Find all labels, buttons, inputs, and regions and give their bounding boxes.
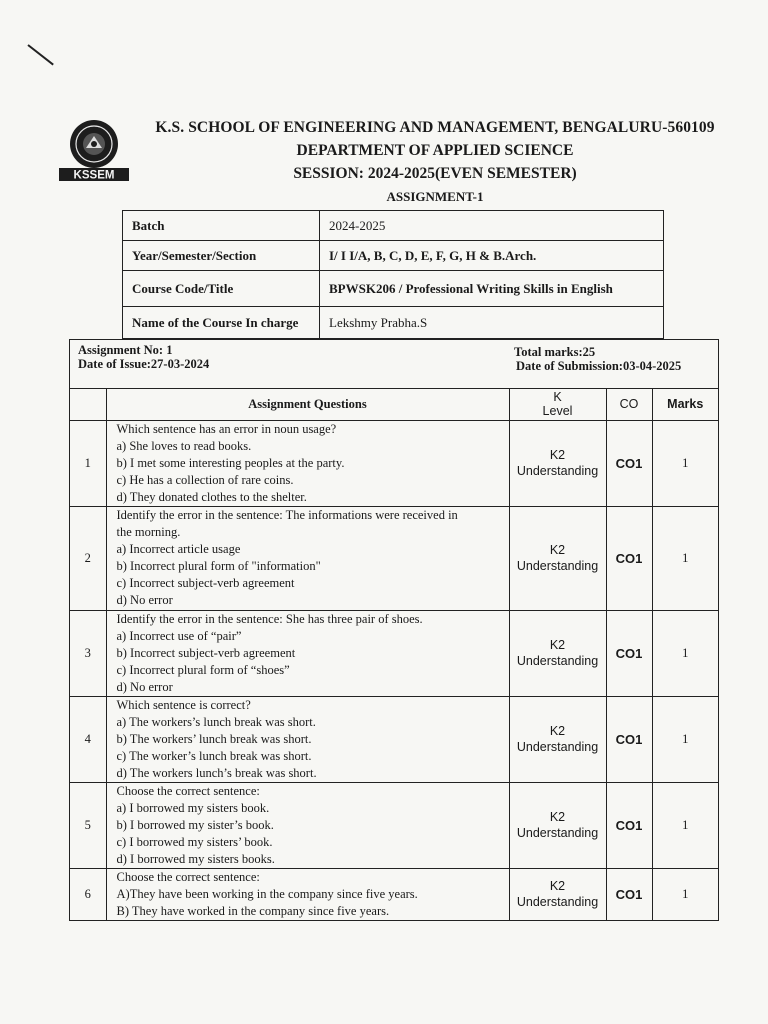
info-value: I/ I I/A, B, C, D, E, F, G, H & B.Arch. <box>320 241 664 271</box>
assignment-meta <box>70 340 718 389</box>
session: SESSION: 2024-2025(EVEN SEMESTER) <box>293 165 577 182</box>
question-marks: 1 <box>652 696 718 782</box>
pen-mark <box>27 44 53 65</box>
k-level-cell <box>509 696 606 782</box>
course-outcome: CO1 <box>606 610 652 696</box>
k-level-desc: Understanding <box>516 559 599 574</box>
k-level-desc: Understanding <box>516 654 599 669</box>
question-number: 5 <box>70 782 106 868</box>
question-marks: 1 <box>652 420 718 506</box>
no-header <box>70 389 106 420</box>
department-name: DEPARTMENT OF APPLIED SCIENCE <box>296 142 574 159</box>
info-row-batch <box>123 211 664 241</box>
total-marks: Total marks:25 <box>514 345 596 359</box>
question-option: a) Incorrect article usage <box>116 542 241 557</box>
question-row <box>70 610 718 696</box>
info-label: Batch <box>123 211 320 241</box>
k-level-desc: Understanding <box>516 464 599 479</box>
course-outcome: CO1 <box>606 420 652 506</box>
co-header: CO <box>606 389 652 420</box>
info-label: Name of the Course In charge <box>123 307 320 339</box>
question-option: the morning. <box>116 525 181 540</box>
question-option: c) I borrowed my sisters’ book. <box>116 834 273 849</box>
question-number: 3 <box>70 610 106 696</box>
question-marks: 1 <box>652 506 718 610</box>
question-row <box>70 506 718 610</box>
k-level-header <box>509 389 606 420</box>
question-text <box>106 610 509 696</box>
logo-lettering: KSSEM <box>73 169 115 182</box>
question-row <box>70 782 718 868</box>
marks-header: Marks <box>652 389 718 420</box>
info-value: 2024-2025 <box>320 211 664 241</box>
question-row <box>70 420 718 506</box>
question-option: c) Incorrect plural form of “shoes” <box>116 662 290 677</box>
question-option: a) She loves to read books. <box>116 438 252 453</box>
question-number: 2 <box>70 506 106 610</box>
questions-header: Assignment Questions <box>106 389 509 420</box>
question-stem: Choose the correct sentence: <box>116 869 260 884</box>
course-outcome: CO1 <box>606 696 652 782</box>
institution-name: K.S. SCHOOL OF ENGINEERING AND MANAGEMENT, BENGALURU-560109 <box>155 119 715 136</box>
question-text <box>106 868 509 920</box>
question-stem: Which sentence is correct? <box>116 697 251 712</box>
info-row-incharge <box>123 307 664 339</box>
k-level-cell <box>509 782 606 868</box>
question-option: b) Incorrect plural form of "information" <box>116 559 321 574</box>
k-level-desc: Understanding <box>516 895 599 910</box>
question-option: a) I borrowed my sisters book. <box>116 800 270 815</box>
question-marks: 1 <box>652 782 718 868</box>
questions-header-row <box>70 389 718 420</box>
course-info-table <box>122 210 664 339</box>
k-level: K2 <box>549 543 566 557</box>
k-level: K2 <box>549 810 566 824</box>
k-level: K2 <box>549 879 566 893</box>
question-option: B) They have worked in the company since five years. <box>116 903 390 918</box>
question-stem: Which sentence has an error in noun usage? <box>116 421 337 436</box>
question-row <box>70 696 718 782</box>
k-level-cell <box>509 610 606 696</box>
k-level: K2 <box>549 724 566 738</box>
k-level-cell <box>509 420 606 506</box>
issue-date: Date of Issue:27-03-2024 <box>78 357 210 371</box>
info-row-year-section <box>123 241 664 271</box>
info-row-course <box>123 271 664 307</box>
question-option: d) The workers lunch’s break was short. <box>116 765 317 780</box>
question-option: d) I borrowed my sisters books. <box>116 851 275 866</box>
questions-table <box>70 389 718 920</box>
question-option: d) No error <box>116 593 173 608</box>
k-level: K2 <box>549 638 566 652</box>
question-option: b) I borrowed my sister’s book. <box>116 817 274 832</box>
k-level-desc: Understanding <box>516 826 599 841</box>
info-value: BPWSK206 / Professional Writing Skills in English <box>320 271 664 307</box>
info-label: Year/Semester/Section <box>123 241 320 271</box>
assignment-number: Assignment No: 1 <box>78 343 173 357</box>
k-level-cell <box>509 868 606 920</box>
question-option: c) Incorrect subject-verb agreement <box>116 576 295 591</box>
question-option: A)They have been working in the company since five years. <box>116 886 418 901</box>
question-option: a) Incorrect use of “pair” <box>116 628 242 643</box>
course-outcome: CO1 <box>606 868 652 920</box>
question-option: b) I met some interesting peoples at the party. <box>116 455 345 470</box>
question-text <box>106 420 509 506</box>
kssem-logo <box>58 118 130 184</box>
course-outcome: CO1 <box>606 782 652 868</box>
k-level-desc: Understanding <box>516 740 599 755</box>
question-option: c) The worker’s lunch break was short. <box>116 748 312 763</box>
question-option: c) He has a collection of rare coins. <box>116 472 294 487</box>
question-number: 4 <box>70 696 106 782</box>
question-number: 1 <box>70 420 106 506</box>
question-option: b) Incorrect subject-verb agreement <box>116 645 296 660</box>
question-stem: Identify the error in the sentence: She has three pair of shoes. <box>116 611 423 626</box>
course-outcome: CO1 <box>606 506 652 610</box>
k-header-line-2: Level <box>542 404 573 419</box>
k-level: K2 <box>549 448 566 462</box>
question-option: a) The workers’s lunch break was short. <box>116 714 316 729</box>
question-option: d) They donated clothes to the shelter. <box>116 489 307 504</box>
question-number: 6 <box>70 868 106 920</box>
info-label: Course Code/Title <box>123 271 320 307</box>
k-header-line-1: K <box>553 390 562 404</box>
document-header <box>140 118 730 205</box>
submission-date: Date of Submission:03-04-2025 <box>516 359 682 373</box>
question-marks: 1 <box>652 868 718 920</box>
question-option: b) The workers’ lunch break was short. <box>116 731 312 746</box>
question-text <box>106 696 509 782</box>
question-text <box>106 782 509 868</box>
question-stem: Identify the error in the sentence: The informations were received in <box>116 508 458 523</box>
info-value: Lekshmy Prabha.S <box>320 307 664 339</box>
question-marks: 1 <box>652 610 718 696</box>
assignment-section <box>69 339 719 921</box>
question-stem: Choose the correct sentence: <box>116 783 260 798</box>
assignment-title: ASSIGNMENT-1 <box>386 189 484 204</box>
question-option: d) No error <box>116 679 173 694</box>
question-row <box>70 868 718 920</box>
question-text <box>106 506 509 610</box>
k-level-cell <box>509 506 606 610</box>
